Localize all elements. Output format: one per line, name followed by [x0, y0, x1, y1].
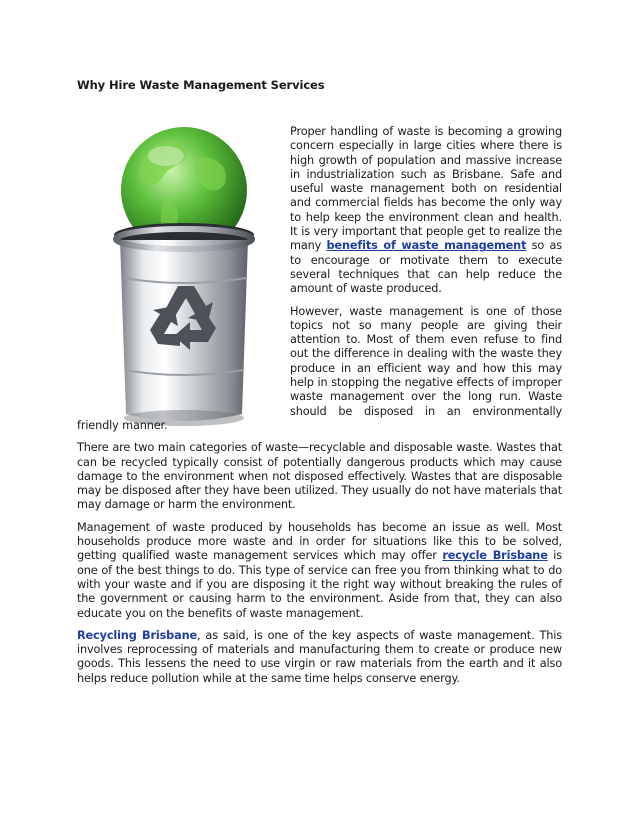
image-spacer	[77, 125, 290, 417]
paragraph-1-text-b: so as to encourage or motivate them to execute several techniques that can help reduce the amount of waste produced.	[290, 239, 562, 296]
paragraph-1-text-a: Proper handling of waste is becoming a growing concern especially in large cities where there is high growth of population and massive increase in industrialization such as Brisbane. Safe and useful waste management both on residential and commercial fields has become the only way to help keep the environment clean and health. It is very important that people get to realize the many	[290, 125, 562, 253]
benefits-of-waste-management-link[interactable]: benefits of waste management	[326, 239, 527, 253]
page-title: Why Hire Waste Management Services	[77, 78, 325, 92]
paragraph-4-text-a: Management of waste produced by households has become an issue as well. Most households produce more waste and in order for situations like this to be solved, getting qualified waste management services which may offer	[77, 520, 562, 563]
paragraph-4	[77, 521, 562, 621]
paragraph-5	[77, 629, 562, 686]
recycling-brisbane-lead: Recycling Brisbane	[77, 628, 197, 642]
paragraph-5-text: , as said, is one of the key aspects of waste management. This involves reprocessing of materials and manufacturing them to create or produce new goods. This lessens the need to use virgin or raw materials from the earth and it also helps reduce pollution while at the same time helps conserve energy.	[77, 628, 562, 685]
paragraph-2: However, waste management is one of those topics not so many people are giving their attention to. Most of them even refuse to find out the difference in dealing with the waste they produce in an efficient way and how this may help in stopping the negative effects of improper waste management over the long run. Waste should be disposed in an environmentally friendly manner.	[77, 304, 562, 432]
paragraph-4-text-b: is one of the best things to do. This type of service can free you from thinking what to do with your waste and if you are disposing it the right way without breaking the rules of the government or causing harm to the environment. Aside from that, they can also educate you on the benefits of waste management.	[77, 549, 563, 620]
article-body	[77, 125, 562, 694]
recycle-brisbane-link[interactable]: recycle Brisbane	[442, 549, 548, 563]
paragraph-3: There are two main categories of waste—recyclable and disposable waste. Wastes that can be recycled typically consist of potentially dangerous products which may cause damage to the environment when not disposed effectively. Wastes that are disposable may be disposed after they have been utilized. They usually do not have materials that may damage or harm the environment.	[77, 441, 562, 512]
